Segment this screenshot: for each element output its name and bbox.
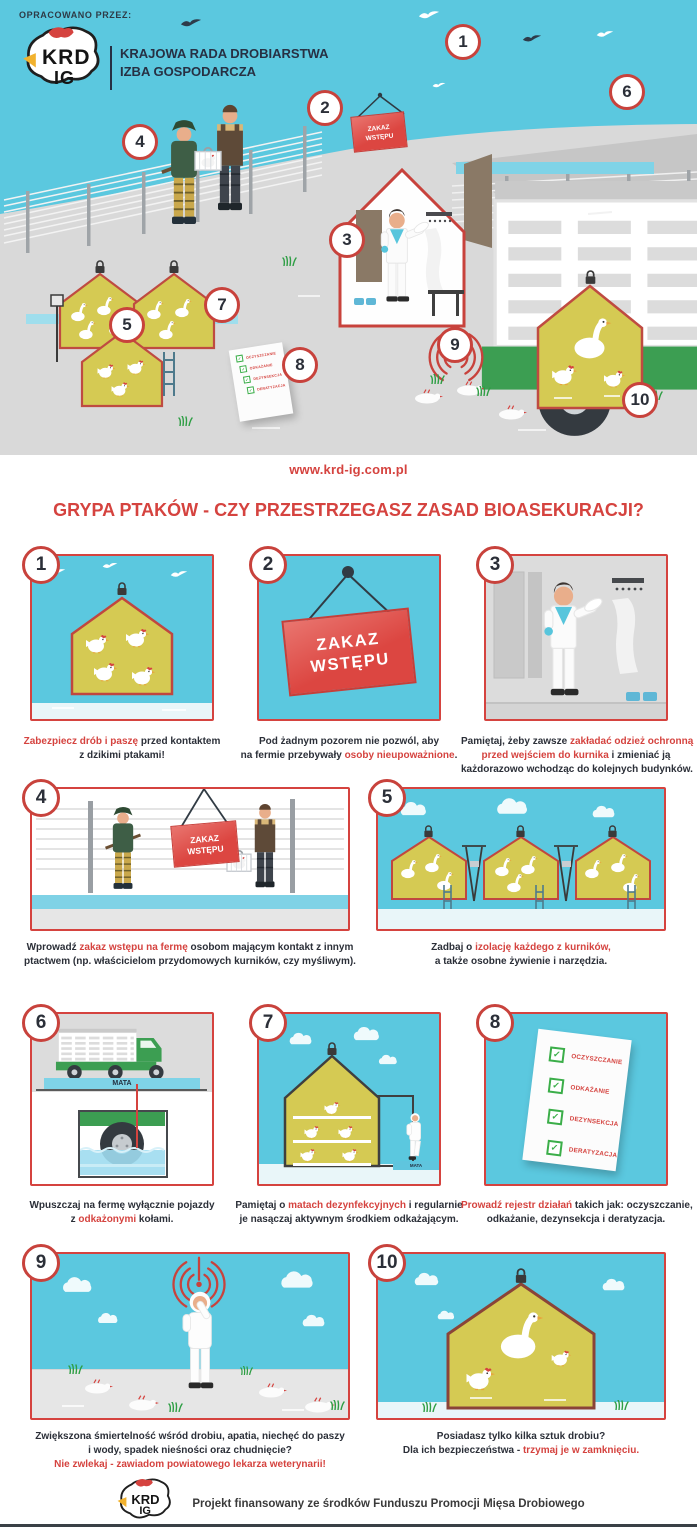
logo-krd-text: KRD (131, 1492, 160, 1507)
mat-label: MATA (393, 1161, 439, 1170)
wheel-in-disinfectant (80, 1112, 165, 1175)
farm-scene-illustration (0, 0, 697, 455)
panel-7 (257, 1012, 441, 1186)
scene-marker-7: 7 (204, 287, 240, 323)
bottom-rule (0, 1524, 697, 1527)
panel-10-illustration (378, 1254, 664, 1418)
panel-9-illustration (32, 1254, 348, 1418)
panel-8-illustration (486, 1014, 666, 1184)
scene-marker-2: 2 (307, 90, 343, 126)
panel-number-badge: 8 (476, 1004, 514, 1042)
funding-note: Projekt finansowany ze środków Funduszu Promocji Mięsa Drobiowego (192, 1498, 585, 1510)
three-coops (378, 789, 664, 929)
logo-ig-text: IG (139, 1505, 151, 1517)
panel-3-caption: Pamiętaj, żeby zawsze zakładać odzież ochronną przed wejściem do kurnika i zmieniać ją każdorazowo wchodząc do kolejnych budynków. (461, 736, 694, 775)
checklist-paper: ✓ OCZYSZCZANIE ✓ ODKAŻANIE ✓ DEZYNSEKCJA ✓ DERATYZACJA (522, 1029, 631, 1171)
worker-protective-suit (407, 1113, 421, 1160)
panel-1-illustration (32, 556, 212, 719)
logo-ig-text: IG (54, 68, 76, 88)
panel-number-badge: 6 (22, 1004, 60, 1042)
panel-number-badge: 1 (22, 546, 60, 584)
scene-marker-9: 9 (437, 327, 473, 363)
panel-9 (30, 1252, 350, 1420)
scene-marker-4: 4 (122, 124, 158, 160)
check-icon: ✓ (549, 1046, 566, 1063)
panel-4 (30, 787, 350, 931)
panel-5 (376, 787, 666, 931)
panel-4-illustration (32, 789, 348, 929)
pin-icon (342, 566, 354, 578)
panel-8-caption: Prowadź rejestr działań takich jak: oczyszczanie, odkażanie, dezynsekcja i deratyzacja. (461, 1200, 693, 1225)
panel-6-illustration (32, 1014, 212, 1184)
scene-marker-5: 5 (109, 307, 145, 343)
panel-number-badge: 10 (368, 1244, 406, 1282)
panel-number-badge: 9 (22, 1244, 60, 1282)
wheel-zoom-box (78, 1110, 168, 1178)
panel-8 (484, 1012, 668, 1186)
panel-10 (376, 1252, 666, 1420)
sick-flock-scene (32, 1254, 348, 1418)
krd-ig-logo-footer (112, 1477, 176, 1530)
scene-marker-3: 3 (329, 222, 365, 258)
krd-ig-logo (16, 24, 106, 102)
coop-with-shelves (259, 1014, 439, 1184)
panel-number-badge: 3 (476, 546, 514, 584)
hen-cage (195, 148, 221, 170)
panel-2-caption: Pod żadnym pozorem nie pozwól, aby na fermie przebywały osoby nieupoważnione. (240, 736, 458, 761)
panel-2 (257, 554, 441, 721)
no-entry-sign: ZAKAZ WSTĘPU (350, 111, 407, 152)
panel-number-badge: 5 (368, 779, 406, 817)
worried-farmer (183, 1292, 213, 1388)
website-link[interactable]: www.krd-ig.com.pl (289, 462, 408, 477)
worker-protective-suit (544, 582, 604, 695)
dead-bird-icon (129, 1396, 159, 1411)
logo-krd-text: KRD (42, 46, 91, 69)
panel-6-caption: Wpuszczaj na fermę wyłącznie pojazdy z odkażonymi kołami. (29, 1200, 215, 1225)
panel-10-caption: Posiadasz tylko kilka sztuk drobiu? Dla ich bezpieczeństwa - trzymaj je w zamknięciu. (402, 1431, 640, 1456)
no-entry-sign-large: ZAKAZ WSTĘPU (281, 608, 416, 697)
scene-marker-8: 8 (282, 347, 318, 383)
farmer-figure (255, 804, 275, 887)
scene-marker-10: 10 (622, 382, 658, 418)
panel-9-caption: Zwiększona śmiertelność wśród drobiu, apatia, niechęć do paszy i wody, spadek nieśności oraz chudnięcie? Nie zwlekaj - zawiadom powiatowego lekarza weterynarii! (35, 1431, 345, 1470)
logo-divider (110, 46, 112, 90)
panel-number-badge: 2 (249, 546, 287, 584)
coop-with-hens (32, 556, 212, 719)
org-name-line2: IZBA GOSPODARCZA (120, 64, 257, 79)
panel-5-illustration (378, 789, 664, 929)
scene-marker-1: 1 (445, 24, 481, 60)
org-name-line1: KRAJOWA RADA DROBIARSTWA (120, 46, 329, 61)
page-title: GRYPA PTAKÓW - CZY PRZESTRZEGASZ ZASAD BIOASEKURACJI? (53, 500, 644, 520)
biosecurity-checklist: ✓ OCZYSZCZANIE ✓ ODKAŻANIE ✓ DEZYNSEKCJA ✓ DERATYZACJA (229, 342, 294, 422)
panel-2-illustration (259, 556, 439, 719)
truck-icon (52, 1026, 184, 1083)
panel-3-illustration (486, 556, 666, 719)
check-icon: ✓ (244, 376, 250, 383)
scene-marker-6: 6 (609, 74, 645, 110)
panel-6 (30, 1012, 214, 1186)
footer (0, 1482, 697, 1526)
panel-number-badge: 7 (249, 1004, 287, 1042)
panel-7-illustration (259, 1014, 439, 1184)
check-icon: ✓ (237, 355, 242, 362)
panel-number-badge: 4 (22, 779, 60, 817)
panel-3 (484, 554, 668, 721)
zoom-callout-line (136, 1084, 138, 1148)
prepared-by-label: OPRACOWANO PRZEZ: (19, 10, 132, 20)
mat-label: MATA (44, 1078, 200, 1089)
panel-1 (30, 554, 214, 721)
check-icon: ✓ (548, 1077, 565, 1094)
dead-bird-icon (305, 1398, 335, 1413)
panel-1-caption: Zabezpiecz drób i paszę przed kontaktem z dzikimi ptakami! (23, 736, 221, 761)
check-icon: ✓ (546, 1140, 563, 1157)
dead-bird-icon (85, 1380, 113, 1394)
changing-room (486, 556, 666, 719)
panel-7-caption: Pamiętaj o matach dezynfekcyjnych i regularnie je nasączaj aktywnym środkiem odkażającym. (235, 1200, 463, 1225)
check-icon: ✓ (547, 1109, 564, 1126)
check-icon: ✓ (248, 387, 253, 393)
panel-4-caption: Wprowadź zakaz wstępu na fermę osobom mającym kontakt z innym ptactwem (np. właścicielom przydomowych kurników, czy myśliwym). (24, 942, 356, 967)
check-icon: ✓ (241, 366, 246, 372)
dead-bird-icon (259, 1384, 287, 1398)
panel-5-caption: Zadbaj o izolację każdego z kurników, a także osobne żywienie i narzędzia. (431, 942, 611, 967)
locked-coop (378, 1254, 664, 1418)
no-entry-sign: ZAKAZ WSTĘPU (170, 820, 239, 868)
